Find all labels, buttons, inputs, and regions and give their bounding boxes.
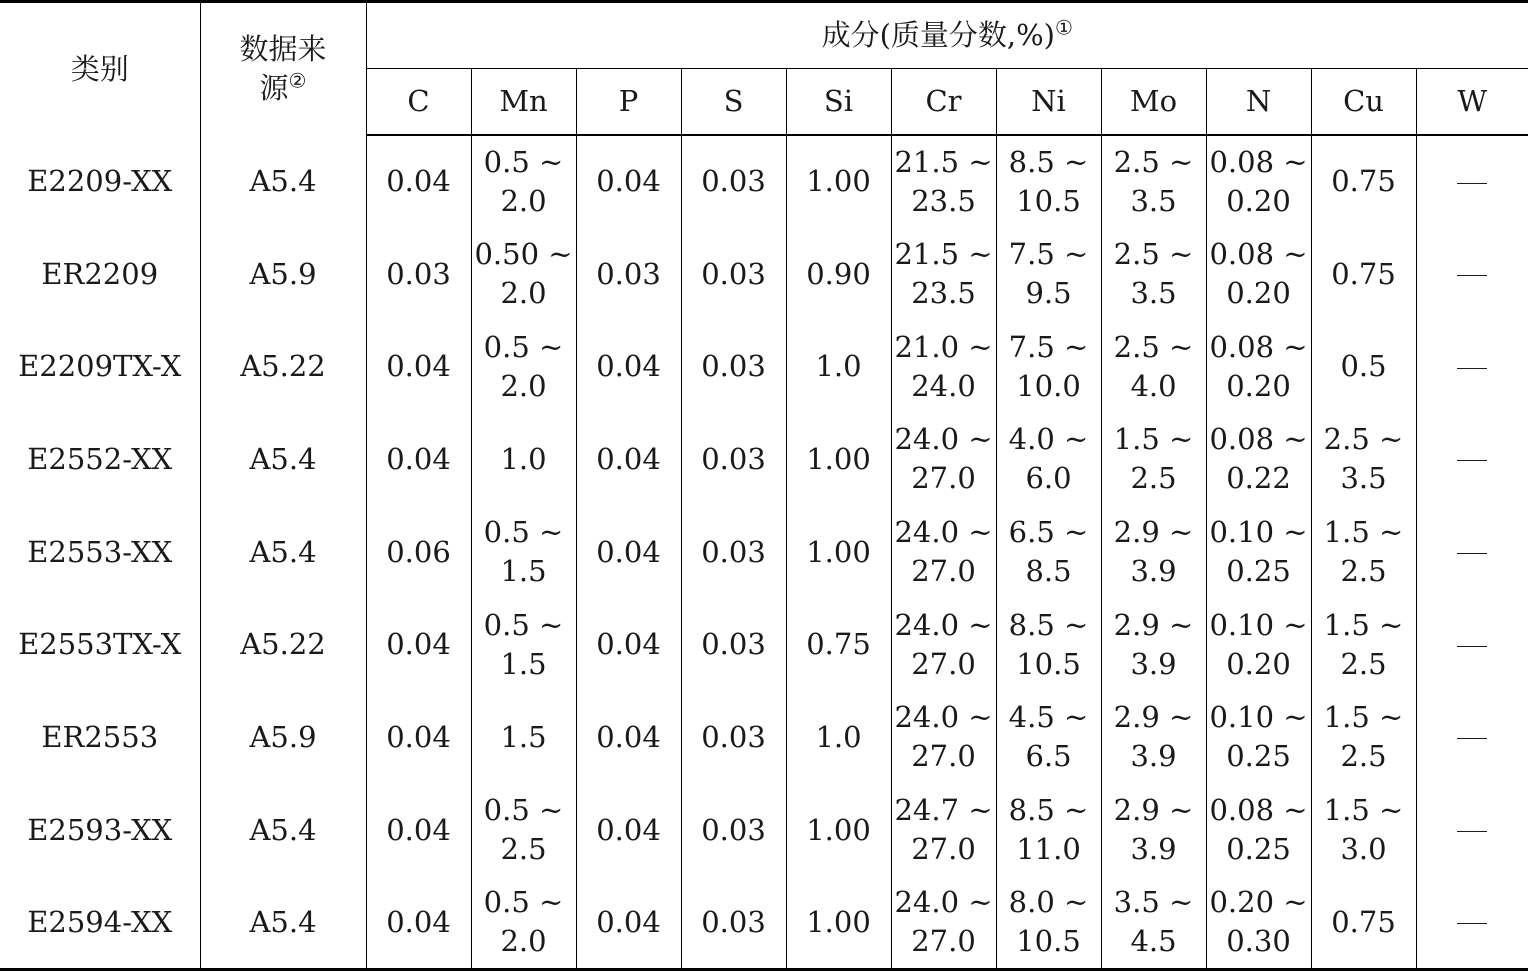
cell-n xyxy=(1206,228,1311,321)
table-row xyxy=(0,228,1528,321)
cell-mo-line: 2.9 ~ xyxy=(1113,700,1194,735)
cell-cu-line: 0.75 xyxy=(1331,904,1396,939)
cell-n xyxy=(1206,320,1311,413)
cell-cr-line: 21.5 ~ xyxy=(894,144,993,179)
cell-ni-line: 8.5 ~ xyxy=(1008,607,1089,642)
cell-n-line: 0.20 ~ xyxy=(1209,885,1308,920)
cell-n-line: 0.20 xyxy=(1226,183,1291,218)
cell-cu xyxy=(1311,135,1416,228)
cell-si xyxy=(786,877,891,970)
cell-n xyxy=(1206,784,1311,877)
cell-c-line: 0.04 xyxy=(386,627,451,662)
cell-cr-line: 23.5 xyxy=(911,183,976,218)
table-row xyxy=(0,877,1528,970)
cell-c xyxy=(366,691,471,784)
cell-cu-line: 3.0 xyxy=(1340,832,1387,867)
cell-mn-line: 0.5 ~ xyxy=(483,885,564,920)
cell-mo-line: 3.9 xyxy=(1130,646,1177,681)
cell-cu-line: 1.5 ~ xyxy=(1323,793,1404,828)
cell-mo-line: 3.5 ~ xyxy=(1113,885,1194,920)
cell-n-line: 0.10 ~ xyxy=(1209,700,1308,735)
cell-cu xyxy=(1311,228,1416,321)
cell-mo xyxy=(1101,320,1206,413)
cell-ni xyxy=(996,877,1101,970)
cell-mn xyxy=(471,506,576,599)
cell-p-line: 0.04 xyxy=(596,441,661,476)
header-source xyxy=(200,2,366,136)
cell-ni-line: 6.0 xyxy=(1025,461,1072,496)
cell-mo xyxy=(1101,413,1206,506)
cell-cu xyxy=(1311,413,1416,506)
cell-w-dash xyxy=(1457,368,1487,369)
cell-p-line: 0.03 xyxy=(596,256,661,291)
cell-w xyxy=(1416,135,1528,228)
cell-c xyxy=(366,413,471,506)
cell-c xyxy=(366,598,471,691)
cell-n-line: 0.25 xyxy=(1226,554,1291,589)
cell-cu xyxy=(1311,320,1416,413)
cell-mn-line: 1.0 xyxy=(500,441,547,476)
header-source-line2 xyxy=(201,69,366,108)
cell-si xyxy=(786,598,891,691)
cell-c-line: 0.06 xyxy=(386,534,451,569)
cell-c-line: 0.04 xyxy=(386,719,451,754)
cell-cr-line: 24.0 ~ xyxy=(894,885,993,920)
header-composition xyxy=(366,2,1528,69)
cell-cr-line: 27.0 xyxy=(911,554,976,589)
cell-source: A5.9 xyxy=(200,228,366,321)
table-row xyxy=(0,506,1528,599)
cell-mn-line: 2.0 xyxy=(500,276,547,311)
cell-ni-line: 10.5 xyxy=(1016,924,1081,959)
cell-category: ER2209 xyxy=(0,228,200,321)
cell-s-line: 0.03 xyxy=(701,534,766,569)
cell-ni-line: 9.5 xyxy=(1025,276,1072,311)
cell-mo-line: 3.5 xyxy=(1130,276,1177,311)
cell-p-line: 0.04 xyxy=(596,534,661,569)
cell-s-line: 0.03 xyxy=(701,719,766,754)
cell-w xyxy=(1416,228,1528,321)
cell-source: A5.4 xyxy=(200,413,366,506)
cell-cu xyxy=(1311,877,1416,970)
cell-p-line: 0.04 xyxy=(596,627,661,662)
cell-c xyxy=(366,320,471,413)
cell-mn-line: 2.0 xyxy=(500,368,547,403)
cell-ni-line: 7.5 ~ xyxy=(1008,237,1089,272)
cell-cu xyxy=(1311,506,1416,599)
cell-c-line: 0.04 xyxy=(386,441,451,476)
cell-mo-line: 1.5 ~ xyxy=(1113,422,1194,457)
header-element-mn: Mn xyxy=(471,69,576,136)
cell-cr xyxy=(891,598,996,691)
cell-c xyxy=(366,784,471,877)
header-composition-label: 成分(质量分数,%) xyxy=(821,18,1055,52)
cell-cu-line: 0.75 xyxy=(1331,164,1396,199)
cell-source: A5.9 xyxy=(200,691,366,784)
cell-mo xyxy=(1101,506,1206,599)
cell-w xyxy=(1416,320,1528,413)
cell-s xyxy=(681,320,786,413)
cell-n xyxy=(1206,598,1311,691)
cell-w-dash xyxy=(1457,646,1487,647)
cell-mo-line: 2.5 ~ xyxy=(1113,144,1194,179)
cell-n-line: 0.20 xyxy=(1226,368,1291,403)
cell-source: A5.4 xyxy=(200,135,366,228)
cell-s-line: 0.03 xyxy=(701,812,766,847)
cell-n xyxy=(1206,135,1311,228)
cell-mn xyxy=(471,228,576,321)
header-source-line2-text: 源 xyxy=(259,71,289,105)
cell-ni xyxy=(996,228,1101,321)
cell-s xyxy=(681,598,786,691)
cell-source: A5.4 xyxy=(200,506,366,599)
cell-si-line: 0.90 xyxy=(806,256,871,291)
cell-ni-line: 8.5 ~ xyxy=(1008,793,1089,828)
cell-p-line: 0.04 xyxy=(596,164,661,199)
cell-s xyxy=(681,413,786,506)
cell-si xyxy=(786,506,891,599)
cell-cu-line: 0.5 xyxy=(1340,349,1387,384)
cell-ni-line: 8.5 xyxy=(1025,554,1072,589)
cell-n-line: 0.10 ~ xyxy=(1209,515,1308,550)
cell-w xyxy=(1416,413,1528,506)
header-element-p: P xyxy=(576,69,681,136)
cell-n xyxy=(1206,691,1311,784)
cell-mn-line: 1.5 xyxy=(500,646,547,681)
cell-cr-line: 24.0 xyxy=(911,368,976,403)
cell-mn-line: 0.5 ~ xyxy=(483,329,564,364)
cell-cr xyxy=(891,691,996,784)
table-row xyxy=(0,320,1528,413)
cell-ni xyxy=(996,413,1101,506)
cell-c-line: 0.03 xyxy=(386,256,451,291)
cell-category: E2594-XX xyxy=(0,877,200,970)
cell-ni-line: 4.5 ~ xyxy=(1008,700,1089,735)
cell-w-dash xyxy=(1457,923,1487,924)
cell-mn xyxy=(471,413,576,506)
cell-w xyxy=(1416,691,1528,784)
cell-mn xyxy=(471,135,576,228)
cell-cr-line: 27.0 xyxy=(911,461,976,496)
cell-cu-line: 1.5 ~ xyxy=(1323,515,1404,550)
header-element-w: W xyxy=(1416,69,1528,136)
cell-mo xyxy=(1101,877,1206,970)
cell-mn-line: 2.0 xyxy=(500,183,547,218)
cell-mo-line: 3.9 xyxy=(1130,554,1177,589)
cell-n-line: 0.08 ~ xyxy=(1209,422,1308,457)
cell-mo xyxy=(1101,228,1206,321)
cell-ni-line: 6.5 ~ xyxy=(1008,515,1089,550)
cell-n-line: 0.10 ~ xyxy=(1209,607,1308,642)
header-element-si: Si xyxy=(786,69,891,136)
cell-mo-line: 4.5 xyxy=(1130,924,1177,959)
table-row xyxy=(0,413,1528,506)
cell-mo-line: 2.9 ~ xyxy=(1113,607,1194,642)
cell-mn-line: 0.5 ~ xyxy=(483,144,564,179)
cell-mn xyxy=(471,320,576,413)
header-element-n: N xyxy=(1206,69,1311,136)
header-source-footnote-mark: ② xyxy=(288,68,307,93)
cell-si-line: 0.75 xyxy=(806,627,871,662)
cell-cr xyxy=(891,506,996,599)
cell-mo-line: 3.9 xyxy=(1130,832,1177,867)
cell-p xyxy=(576,228,681,321)
cell-n-line: 0.30 xyxy=(1226,924,1291,959)
cell-cu xyxy=(1311,784,1416,877)
cell-cu-line: 0.75 xyxy=(1331,256,1396,291)
cell-mo-line: 2.5 ~ xyxy=(1113,237,1194,272)
cell-s xyxy=(681,506,786,599)
cell-si-line: 1.00 xyxy=(806,164,871,199)
cell-ni-line: 6.5 xyxy=(1025,739,1072,774)
table-row xyxy=(0,691,1528,784)
cell-si xyxy=(786,413,891,506)
cell-ni xyxy=(996,135,1101,228)
cell-ni-line: 8.0 ~ xyxy=(1008,885,1089,920)
header-element-cr: Cr xyxy=(891,69,996,136)
cell-cr-line: 23.5 xyxy=(911,276,976,311)
cell-s-line: 0.03 xyxy=(701,164,766,199)
cell-source: A5.4 xyxy=(200,877,366,970)
cell-category: E2552-XX xyxy=(0,413,200,506)
cell-p xyxy=(576,784,681,877)
cell-cr-line: 27.0 xyxy=(911,646,976,681)
cell-cr xyxy=(891,320,996,413)
cell-cu-line: 1.5 ~ xyxy=(1323,700,1404,735)
cell-n-line: 0.20 xyxy=(1226,276,1291,311)
cell-si xyxy=(786,784,891,877)
cell-w-dash xyxy=(1457,460,1487,461)
table-row xyxy=(0,784,1528,877)
table-header xyxy=(0,2,1528,136)
cell-mo-line: 3.5 xyxy=(1130,183,1177,218)
cell-p xyxy=(576,135,681,228)
cell-s xyxy=(681,784,786,877)
cell-s xyxy=(681,135,786,228)
cell-mn xyxy=(471,598,576,691)
cell-mn xyxy=(471,784,576,877)
header-source-line1: 数据来 xyxy=(239,32,327,66)
cell-cr-line: 24.0 ~ xyxy=(894,700,993,735)
cell-category: E2553TX-X xyxy=(0,598,200,691)
cell-cu-line: 1.5 ~ xyxy=(1323,607,1404,642)
cell-ni-line: 4.0 ~ xyxy=(1008,422,1089,457)
cell-n-line: 0.08 ~ xyxy=(1209,144,1308,179)
cell-p xyxy=(576,506,681,599)
cell-w-dash xyxy=(1457,553,1487,554)
cell-ni xyxy=(996,784,1101,877)
cell-mo-line: 2.5 ~ xyxy=(1113,329,1194,364)
cell-ni xyxy=(996,598,1101,691)
cell-s xyxy=(681,228,786,321)
cell-si-line: 1.0 xyxy=(815,349,862,384)
cell-c-line: 0.04 xyxy=(386,904,451,939)
cell-mn-line: 2.5 xyxy=(500,832,547,867)
cell-mn-line: 1.5 xyxy=(500,719,547,754)
cell-ni xyxy=(996,691,1101,784)
cell-s-line: 0.03 xyxy=(701,627,766,662)
cell-si-line: 1.00 xyxy=(806,904,871,939)
cell-mn-line: 0.5 ~ xyxy=(483,607,564,642)
cell-category: E2209-XX xyxy=(0,135,200,228)
cell-c-line: 0.04 xyxy=(386,164,451,199)
cell-mn-line: 0.50 ~ xyxy=(474,237,573,272)
cell-mo-line: 3.9 xyxy=(1130,739,1177,774)
cell-mo-line: 4.0 xyxy=(1130,368,1177,403)
cell-mo-line: 2.5 xyxy=(1130,461,1177,496)
header-category-label: 类别 xyxy=(70,51,129,86)
cell-cr-line: 24.0 ~ xyxy=(894,607,993,642)
cell-cr-line: 27.0 xyxy=(911,924,976,959)
table-body xyxy=(0,135,1528,969)
cell-si xyxy=(786,320,891,413)
cell-w-dash xyxy=(1457,275,1487,276)
cell-category: ER2553 xyxy=(0,691,200,784)
cell-w xyxy=(1416,598,1528,691)
cell-ni xyxy=(996,320,1101,413)
cell-ni-line: 8.5 ~ xyxy=(1008,144,1089,179)
cell-category: E2553-XX xyxy=(0,506,200,599)
cell-ni-line: 11.0 xyxy=(1016,832,1081,867)
cell-cr xyxy=(891,228,996,321)
cell-n-line: 0.22 xyxy=(1226,461,1291,496)
cell-cr-line: 27.0 xyxy=(911,832,976,867)
cell-category: E2209TX-X xyxy=(0,320,200,413)
cell-c xyxy=(366,506,471,599)
cell-cr-line: 21.0 ~ xyxy=(894,329,993,364)
cell-w xyxy=(1416,506,1528,599)
cell-mn xyxy=(471,691,576,784)
cell-ni-line: 10.5 xyxy=(1016,183,1081,218)
cell-c xyxy=(366,135,471,228)
cell-p xyxy=(576,691,681,784)
cell-p xyxy=(576,320,681,413)
header-row-top xyxy=(0,2,1528,69)
cell-mo xyxy=(1101,598,1206,691)
cell-cu xyxy=(1311,691,1416,784)
cell-mo xyxy=(1101,135,1206,228)
cell-c-line: 0.04 xyxy=(386,812,451,847)
cell-s-line: 0.03 xyxy=(701,441,766,476)
cell-n xyxy=(1206,506,1311,599)
cell-p-line: 0.04 xyxy=(596,349,661,384)
cell-cu-line: 2.5 ~ xyxy=(1323,422,1404,457)
cell-cr xyxy=(891,135,996,228)
cell-n xyxy=(1206,413,1311,506)
table-row xyxy=(0,135,1528,228)
cell-p-line: 0.04 xyxy=(596,719,661,754)
cell-mn-line: 1.5 xyxy=(500,554,547,589)
cell-mn xyxy=(471,877,576,970)
cell-n-line: 0.08 ~ xyxy=(1209,237,1308,272)
cell-mn-line: 0.5 ~ xyxy=(483,515,564,550)
cell-s-line: 0.03 xyxy=(701,349,766,384)
cell-p xyxy=(576,598,681,691)
cell-w-dash xyxy=(1457,738,1487,739)
cell-mo xyxy=(1101,691,1206,784)
cell-mo-line: 2.9 ~ xyxy=(1113,515,1194,550)
cell-ni xyxy=(996,506,1101,599)
cell-c xyxy=(366,877,471,970)
cell-source: A5.4 xyxy=(200,784,366,877)
cell-mn-line: 2.0 xyxy=(500,924,547,959)
header-element-c: C xyxy=(366,69,471,136)
cell-p xyxy=(576,413,681,506)
cell-mn-line: 0.5 ~ xyxy=(483,793,564,828)
cell-si-line: 1.00 xyxy=(806,441,871,476)
header-element-ni: Ni xyxy=(996,69,1101,136)
cell-w xyxy=(1416,784,1528,877)
cell-n-line: 0.25 xyxy=(1226,739,1291,774)
cell-mo-line: 2.9 ~ xyxy=(1113,793,1194,828)
cell-cu-line: 2.5 xyxy=(1340,646,1387,681)
cell-cu-line: 3.5 xyxy=(1340,461,1387,496)
cell-cu xyxy=(1311,598,1416,691)
header-composition-footnote-mark: ① xyxy=(1055,15,1073,40)
header-element-mo: Mo xyxy=(1101,69,1206,136)
cell-si-line: 1.00 xyxy=(806,534,871,569)
cell-si xyxy=(786,691,891,784)
cell-cr-line: 21.5 ~ xyxy=(894,237,993,272)
cell-p xyxy=(576,877,681,970)
cell-n-line: 0.08 ~ xyxy=(1209,793,1308,828)
cell-si xyxy=(786,228,891,321)
cell-cr xyxy=(891,784,996,877)
cell-ni-line: 10.5 xyxy=(1016,646,1081,681)
cell-n-line: 0.25 xyxy=(1226,832,1291,867)
cell-si-line: 1.00 xyxy=(806,812,871,847)
table-row xyxy=(0,598,1528,691)
cell-cr-line: 24.0 ~ xyxy=(894,515,993,550)
cell-n xyxy=(1206,877,1311,970)
header-category xyxy=(0,2,200,136)
cell-source: A5.22 xyxy=(200,598,366,691)
cell-cr xyxy=(891,877,996,970)
header-element-s: S xyxy=(681,69,786,136)
cell-cu-line: 2.5 xyxy=(1340,739,1387,774)
cell-c xyxy=(366,228,471,321)
cell-category: E2593-XX xyxy=(0,784,200,877)
cell-mo xyxy=(1101,784,1206,877)
cell-p-line: 0.04 xyxy=(596,812,661,847)
cell-s-line: 0.03 xyxy=(701,256,766,291)
cell-n-line: 0.08 ~ xyxy=(1209,329,1308,364)
cell-n-line: 0.20 xyxy=(1226,646,1291,681)
cell-ni-line: 10.0 xyxy=(1016,368,1081,403)
cell-s xyxy=(681,691,786,784)
cell-w xyxy=(1416,877,1528,970)
cell-w-dash xyxy=(1457,831,1487,832)
cell-si-line: 1.0 xyxy=(815,719,862,754)
cell-w-dash xyxy=(1457,183,1487,184)
cell-s xyxy=(681,877,786,970)
cell-p-line: 0.04 xyxy=(596,904,661,939)
cell-c-line: 0.04 xyxy=(386,349,451,384)
cell-cr-line: 24.7 ~ xyxy=(894,793,993,828)
cell-s-line: 0.03 xyxy=(701,904,766,939)
header-element-cu: Cu xyxy=(1311,69,1416,136)
cell-ni-line: 7.5 ~ xyxy=(1008,329,1089,364)
cell-cu-line: 2.5 xyxy=(1340,554,1387,589)
cell-cr-line: 24.0 ~ xyxy=(894,422,993,457)
cell-si xyxy=(786,135,891,228)
cell-source: A5.22 xyxy=(200,320,366,413)
cell-cr-line: 27.0 xyxy=(911,739,976,774)
cell-cr xyxy=(891,413,996,506)
